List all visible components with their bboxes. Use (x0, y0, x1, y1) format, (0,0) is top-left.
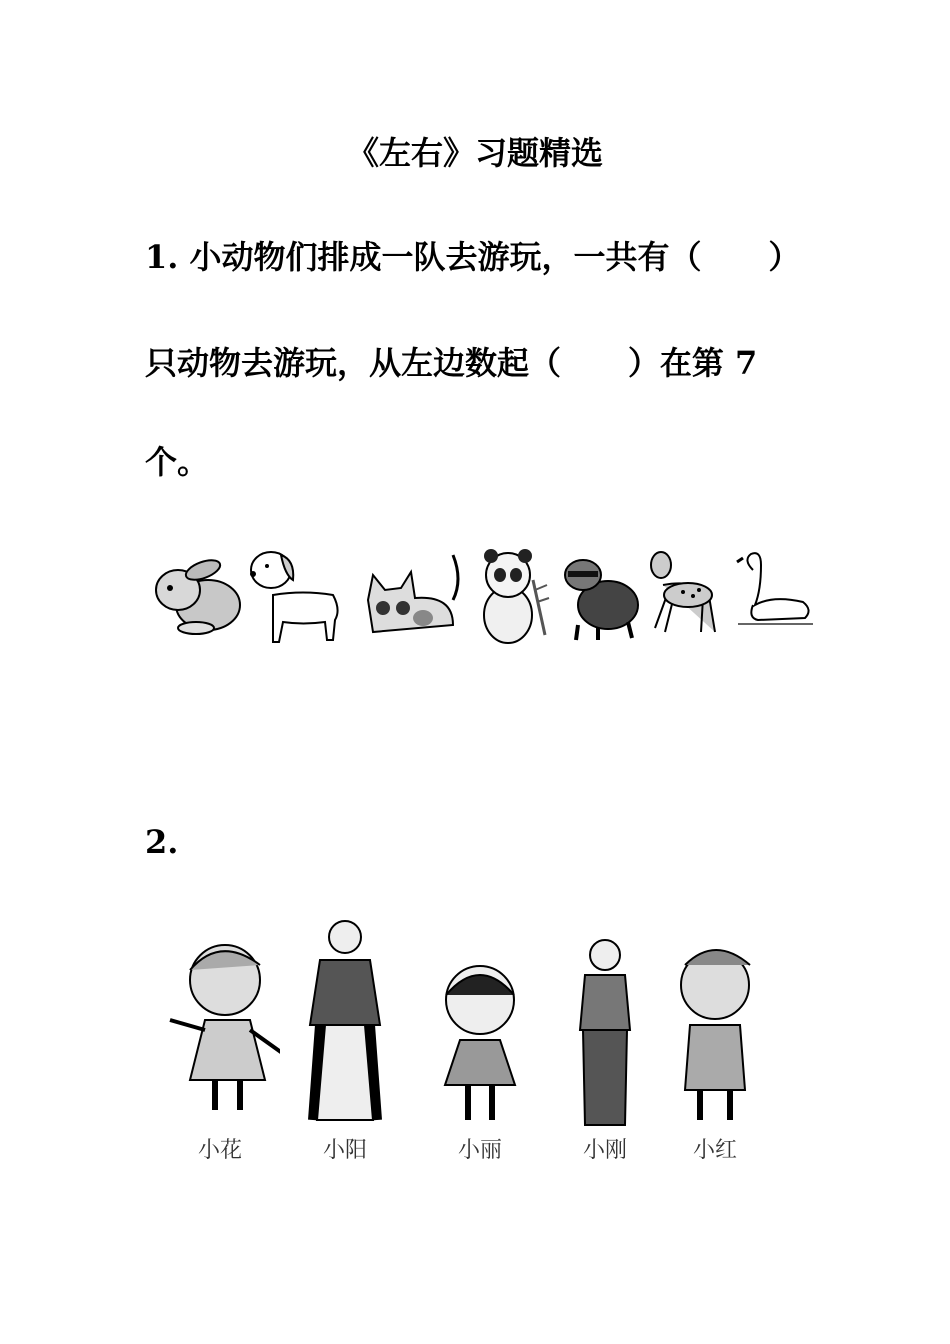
child-name: 小刚 (582, 1138, 627, 1163)
girl-figure-icon (420, 915, 540, 1130)
raccoon-icon (558, 540, 643, 650)
child-name: 小花 (197, 1138, 242, 1163)
question-1-line-3: 个。 (145, 443, 210, 481)
boy-figure-icon (285, 915, 405, 1130)
child-xiaogang (545, 915, 665, 1175)
swan-icon (733, 540, 818, 650)
child-xiaohua (160, 915, 280, 1175)
panda-icon (473, 540, 553, 650)
child-xiaoyang (285, 915, 405, 1175)
child-xiaoli (420, 915, 540, 1175)
child-name: 小红 (692, 1138, 737, 1163)
rabbit-icon (148, 540, 243, 650)
deer-icon (643, 540, 728, 650)
page-title: 《左右》习题精选 (346, 134, 603, 172)
child-name: 小阳 (322, 1138, 367, 1163)
animal-row (148, 540, 818, 650)
child-xiaohong (655, 915, 775, 1175)
question-2-label: 2. (145, 823, 179, 861)
question-1-line-2: 只动物去游玩，从左边数起（ ）在第 7 (145, 344, 758, 382)
child-name: 小丽 (457, 1138, 502, 1163)
boy-figure-icon (545, 915, 665, 1130)
dog-icon (243, 540, 348, 650)
girl-figure-icon (655, 915, 775, 1130)
cat-icon (353, 540, 468, 650)
children-row (160, 915, 800, 1175)
question-1-line-1: 1. 小动物们排成一队去游玩，一共有（ ） (145, 238, 801, 276)
girl-figure-icon (160, 915, 280, 1130)
